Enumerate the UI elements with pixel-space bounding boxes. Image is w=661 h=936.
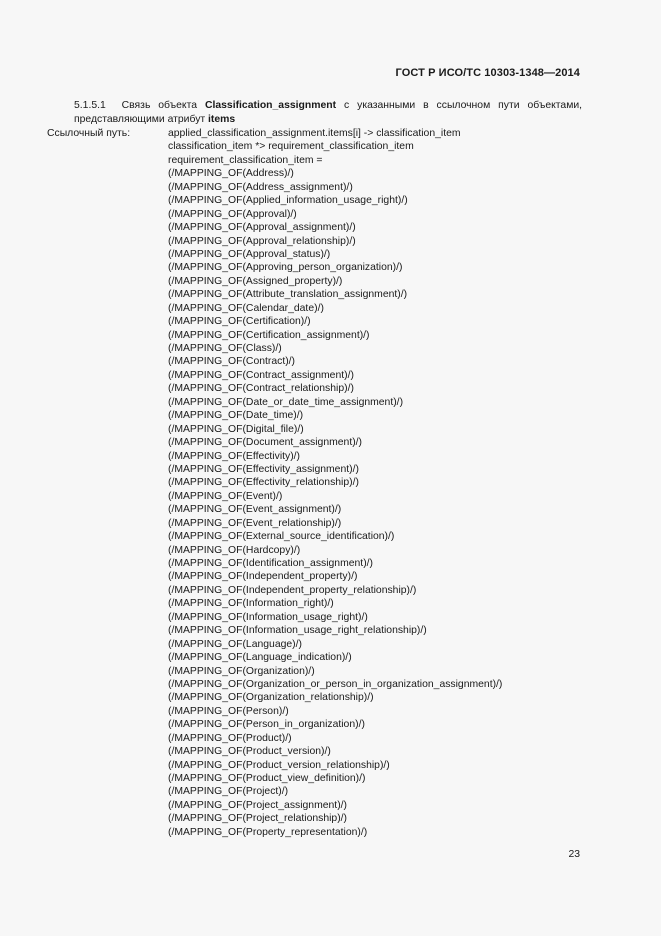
reference-path-line: (/MAPPING_OF(Property_representation)/) xyxy=(168,826,368,838)
reference-path-line: (/MAPPING_OF(Project)/) xyxy=(168,786,289,798)
reference-path-line: (/MAPPING_OF(Effectivity_assignment)/) xyxy=(168,463,359,475)
page-number: 23 xyxy=(568,849,580,860)
intro-text-middle: с указанными в ссылочном пути объектами, представляющими атрибут xyxy=(74,100,583,125)
reference-path-line: (/MAPPING_OF(Approval_status)/) xyxy=(168,248,331,260)
intro-text xyxy=(47,99,582,126)
reference-path-line: (/MAPPING_OF(Address)/) xyxy=(168,168,294,180)
reference-path-line: (/MAPPING_OF(Effectivity)/) xyxy=(168,450,301,462)
attribute-name: items xyxy=(208,113,236,125)
reference-path-line: (/MAPPING_OF(Contract)/) xyxy=(168,356,296,368)
reference-path-line: (/MAPPING_OF(Person_in_organization)/) xyxy=(168,719,365,731)
reference-path-line: (/MAPPING_OF(Digital_file)/) xyxy=(168,423,304,435)
reference-path-line: (/MAPPING_OF(Independent_property_relationship)/) xyxy=(168,584,417,596)
reference-path-line: (/MAPPING_OF(Approving_person_organization)/) xyxy=(168,262,403,274)
reference-path-line: (/MAPPING_OF(Product_version)/) xyxy=(168,746,331,758)
document-header-id: ГОСТ Р ИСО/ТС 10303-1348—2014 xyxy=(395,67,580,79)
reference-path-line: (/MAPPING_OF(Contract_assignment)/) xyxy=(168,369,354,381)
reference-path-line: (/MAPPING_OF(Product_view_definition)/) xyxy=(168,773,366,784)
reference-path-line: (/MAPPING_OF(Effectivity_relationship)/) xyxy=(168,477,359,489)
section-number: 5.1.5.1 xyxy=(74,100,106,111)
reference-path-line: (/MAPPING_OF(Event_relationship)/) xyxy=(168,517,342,529)
reference-path-line: (/MAPPING_OF(Organization_or_person_in_organization_assignment)/) xyxy=(168,678,503,690)
reference-path-line: (/MAPPING_OF(Certification_assignment)/) xyxy=(168,329,370,341)
reference-path-line: (/MAPPING_OF(Person)/) xyxy=(168,705,289,717)
reference-path-line: (/MAPPING_OF(Organization)/) xyxy=(168,665,315,677)
reference-path-line: (/MAPPING_OF(Event_assignment)/) xyxy=(168,504,342,516)
reference-path-line: (/MAPPING_OF(Calendar_date)/) xyxy=(168,302,324,314)
intro-text-before: Связь объекта xyxy=(121,100,198,111)
reference-path-line: (/MAPPING_OF(Document_assignment)/) xyxy=(168,437,363,449)
reference-path-line: (/MAPPING_OF(Date_or_date_time_assignment)/) xyxy=(168,396,404,408)
reference-path-line: (/MAPPING_OF(Certification)/) xyxy=(168,316,311,328)
reference-path-line: (/MAPPING_OF(Event)/) xyxy=(168,490,283,502)
reference-path-line: classification_item *> requirement_classification_item xyxy=(168,141,414,153)
entity-name: Classification_assignment xyxy=(204,100,337,111)
reference-path-label: Ссылочный путь: xyxy=(47,128,131,139)
reference-path-line: requirement_classification_item = xyxy=(168,154,323,166)
reference-path-line: (/MAPPING_OF(Product)/) xyxy=(168,732,292,744)
reference-path-line: (/MAPPING_OF(Contract_relationship)/) xyxy=(168,383,354,395)
reference-path-line: (/MAPPING_OF(Applied_information_usage_right)/) xyxy=(168,195,408,207)
reference-path-line: (/MAPPING_OF(Project_relationship)/) xyxy=(168,813,347,825)
reference-path-line: (/MAPPING_OF(Information_right)/) xyxy=(168,598,334,610)
reference-path-line: (/MAPPING_OF(Date_time)/) xyxy=(168,410,304,422)
reference-path-line: (/MAPPING_OF(Organization_relationship)/) xyxy=(168,692,374,704)
reference-path-line: (/MAPPING_OF(Project_assignment)/) xyxy=(168,799,347,811)
reference-path-line: (/MAPPING_OF(Attribute_translation_assignment)/) xyxy=(168,289,408,301)
reference-path-line: (/MAPPING_OF(Approval)/) xyxy=(168,208,297,220)
reference-path-line: (/MAPPING_OF(Approval_relationship)/) xyxy=(168,235,356,247)
reference-path-line: (/MAPPING_OF(Independent_property)/) xyxy=(168,571,358,583)
reference-path-line: (/MAPPING_OF(Information_usage_right_relationship)/) xyxy=(168,625,427,637)
intro-paragraph xyxy=(47,99,582,126)
reference-path-line: (/MAPPING_OF(Address_assignment)/) xyxy=(168,181,353,193)
reference-path-line: (/MAPPING_OF(External_source_identification)/) xyxy=(168,531,395,543)
reference-path-lines xyxy=(168,127,502,839)
reference-path-line: (/MAPPING_OF(Information_usage_right)/) xyxy=(168,611,368,623)
reference-path-line: applied_classification_assignment.items[i] -> classification_item xyxy=(168,128,461,139)
reference-path-line: (/MAPPING_OF(Language)/) xyxy=(168,638,302,650)
reference-path-line: (/MAPPING_OF(Language_indication)/) xyxy=(168,652,352,664)
reference-path-line: (/MAPPING_OF(Identification_assignment)/) xyxy=(168,558,373,569)
reference-path-line: (/MAPPING_OF(Class)/) xyxy=(168,343,282,354)
reference-path-line: (/MAPPING_OF(Hardcopy)/) xyxy=(168,544,301,556)
reference-path-line: (/MAPPING_OF(Approval_assignment)/) xyxy=(168,222,356,234)
reference-path-line: (/MAPPING_OF(Product_version_relationship)/) xyxy=(168,759,390,771)
reference-path-line: (/MAPPING_OF(Assigned_property)/) xyxy=(168,275,343,287)
